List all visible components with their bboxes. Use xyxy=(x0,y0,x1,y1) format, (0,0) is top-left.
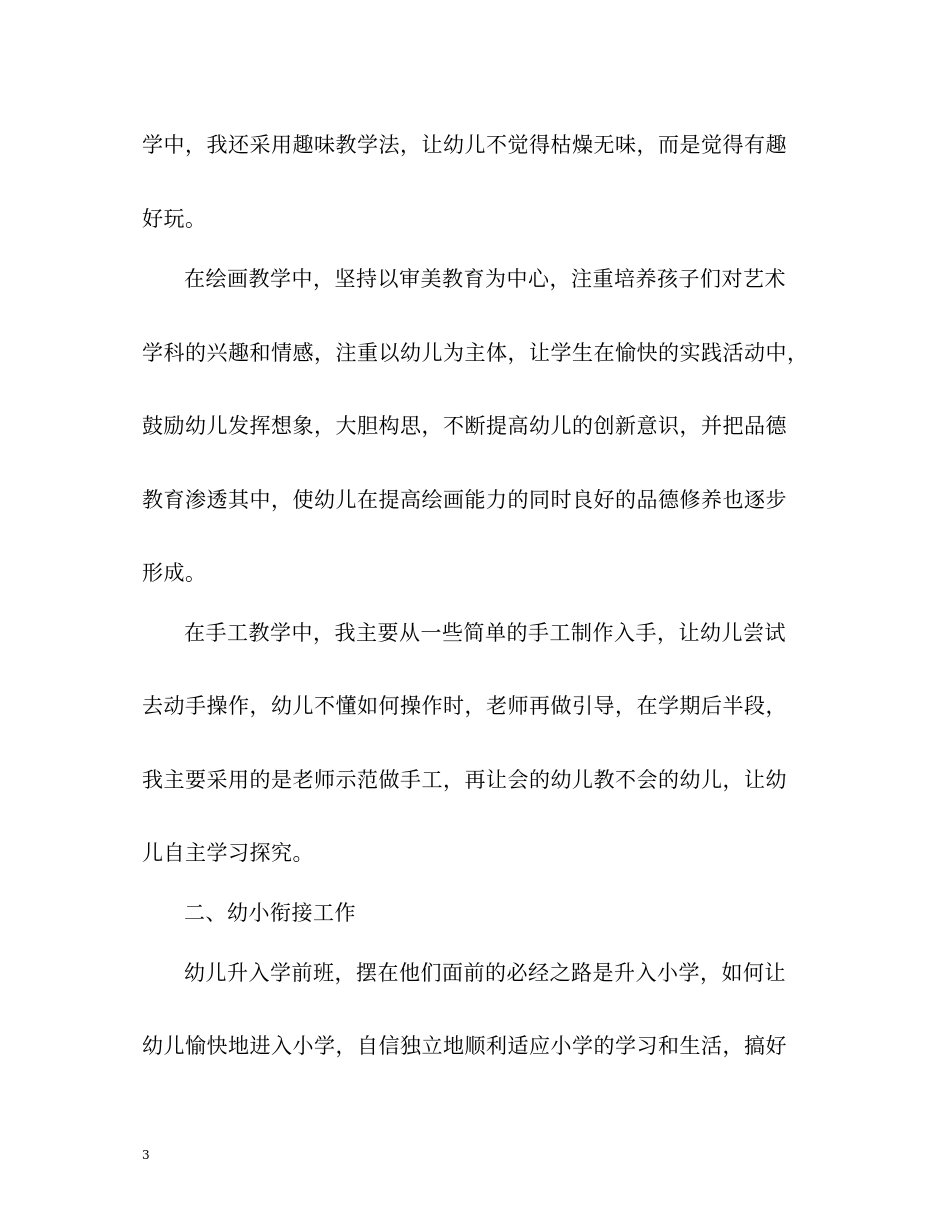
text-line: 儿自主学习探究。 xyxy=(142,841,314,865)
paragraph-start-line: 在绘画教学中，坚持以审美教育为中心，注重培养孩子们对艺术 xyxy=(184,267,786,291)
text-line: 鼓励幼儿发挥想象，大胆构思，不断提高幼儿的创新意识，并把品德 xyxy=(142,414,787,438)
text-line: 学科的兴趣和情感，注重以幼儿为主体，让学生在愉快的实践活动中， xyxy=(142,341,809,365)
page-number: 3 xyxy=(142,1148,150,1162)
text-line: 幼儿愉快地进入小学，自信独立地顺利适应小学的学习和生活，搞好 xyxy=(142,1034,787,1058)
paragraph-start-line: 在手工教学中，我主要从一些简单的手工制作入手，让幼儿尝试 xyxy=(184,621,786,645)
paragraph-start-line: 幼儿升入学前班，摆在他们面前的必经之路是升入小学，如何让 xyxy=(184,961,786,985)
text-line: 去动手操作，幼儿不懂如何操作时，老师再做引导，在学期后半段， xyxy=(142,694,787,718)
text-line: 好玩。 xyxy=(142,207,207,231)
text-line: 我主要采用的是老师示范做手工，再让会的幼儿教不会的幼儿，让幼 xyxy=(142,768,787,792)
section-heading: 二、幼小衔接工作 xyxy=(184,901,356,925)
text-line: 学中，我还采用趣味教学法，让幼儿不觉得枯燥无味，而是觉得有趣 xyxy=(142,133,787,157)
text-line: 教育渗透其中，使幼儿在提高绘画能力的同时良好的品德修养也逐步 xyxy=(142,488,787,512)
text-line: 形成。 xyxy=(142,561,207,585)
